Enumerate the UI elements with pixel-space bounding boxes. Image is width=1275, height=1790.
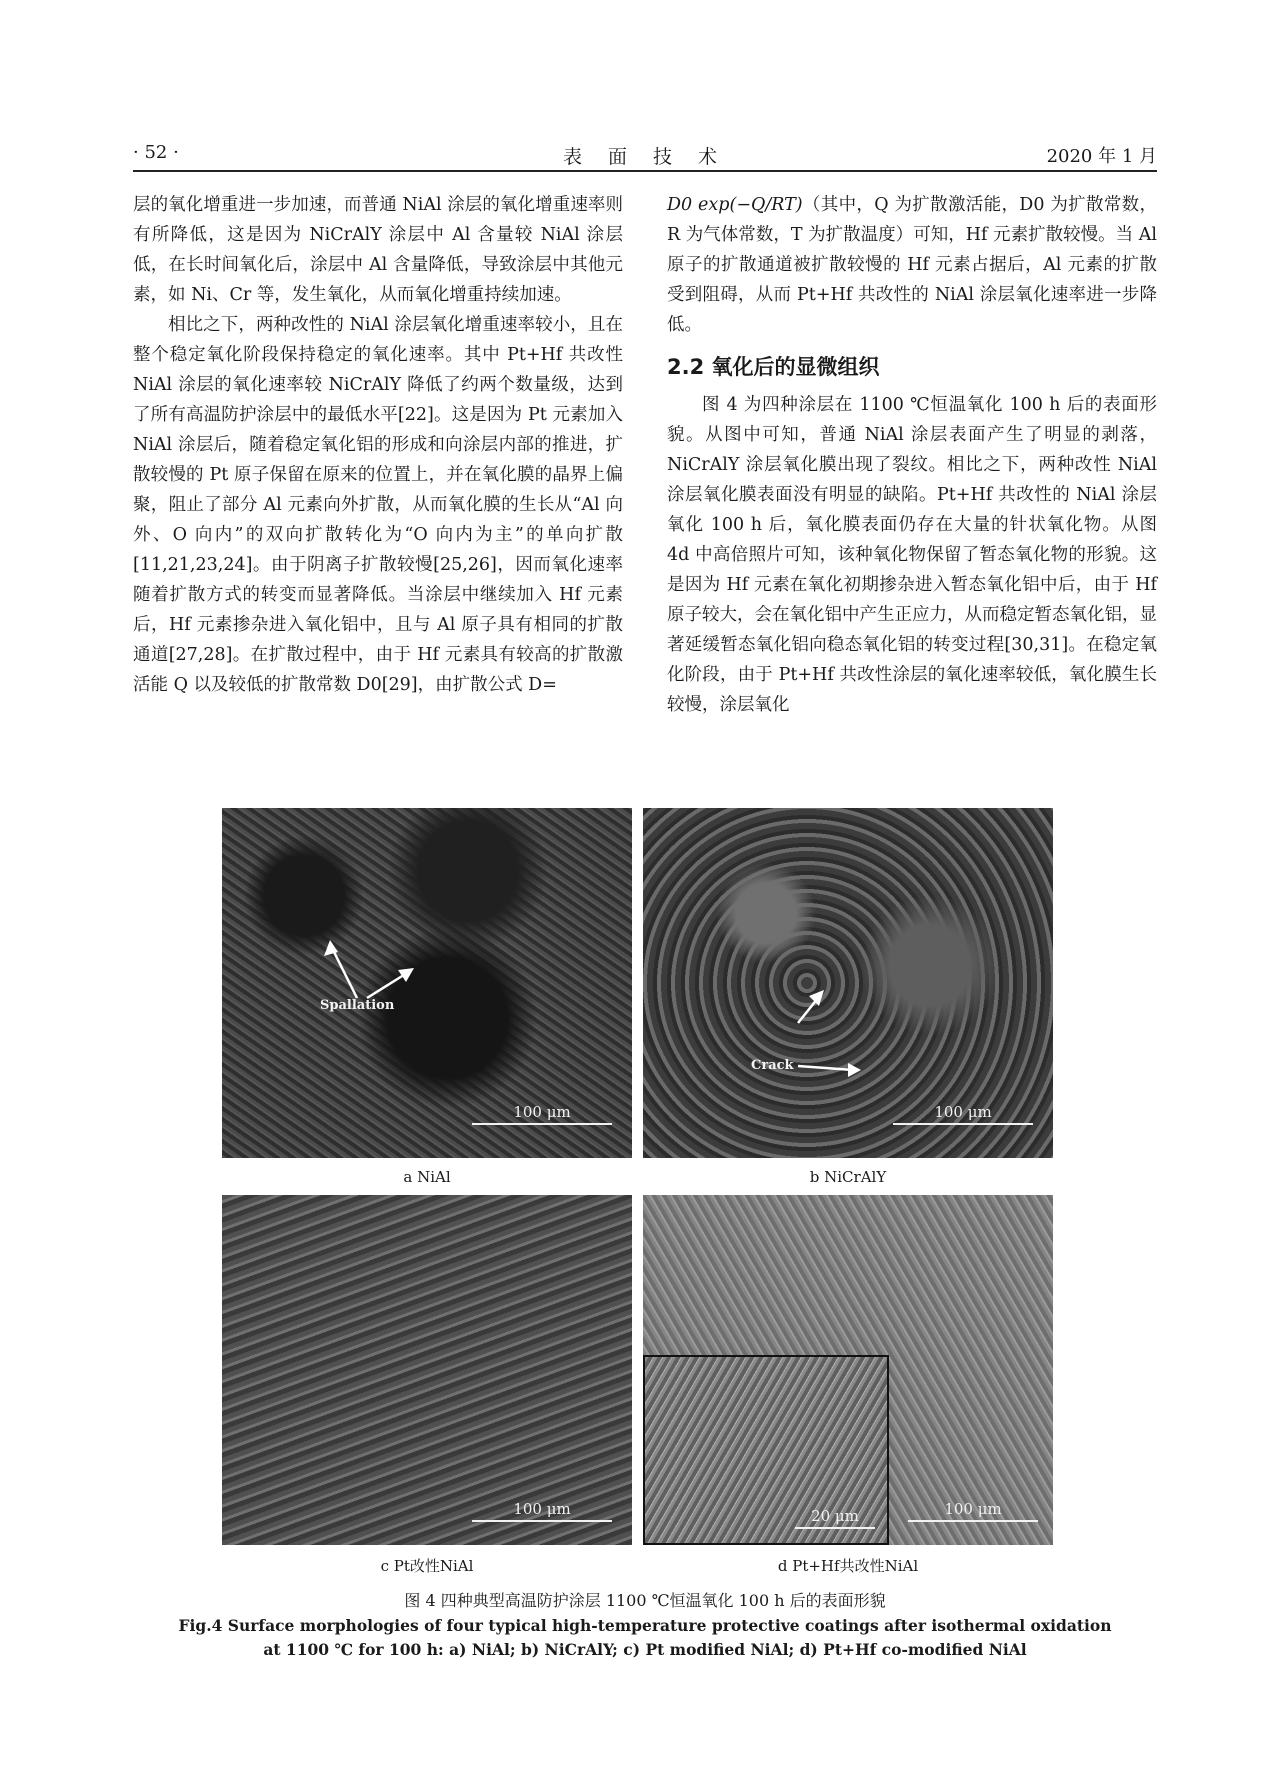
sem-image-pthf-nial (643, 1195, 1053, 1545)
caption-en-line-2: at 1100 ℃ for 100 h: a) NiAl; b) NiCrAlY; c) Pt modified NiAl; d) Pt+Hf co-modified NiAl (263, 1640, 1027, 1659)
inset-scale-bar: 20 μm (795, 1507, 875, 1529)
paragraph: 相比之下，两种改性的 NiAl 涂层氧化增重速率较小，且在整个稳定氧化阶段保持稳定的氧化速率。其中 Pt+Hf 共改性 NiAl 涂层的氧化速率较 NiCrAlY 降低了约两个数量级，达到了所有高温防护涂层中的最低水平[22]。这是因为 Pt 元素加入 NiAl 涂层后，随着稳定氧化铝的形成和向涂层内部的推进，扩散较慢的 Pt 原子保留在原来的位置上，并在氧化膜的晶界上偏聚，阻止了部分 Al 元素向外扩散，从而氧化膜的生长从“Al 向外、O 向内”的双向扩散转化为“O 向内为主”的单向扩散[11,21,23,24]。由于阴离子扩散较慢[25,26]，因而氧化速率随着扩散方式的转变而显著降低。当涂层中继续加入 Hf 元素后，Hf 元素掺杂进入氧化铝中，且与 Al 原子具有相同的扩散通道[27,28]。在扩散过程中，由于 Hf 元素具有较高的扩散激活能 Q 以及较低的扩散常数 D0[29]，由扩散公式 D= (133, 315, 623, 695)
right-column (667, 190, 1157, 720)
subfigure-caption-b: b NiCrAlY (809, 1168, 887, 1186)
inset-high-magnification (643, 1355, 889, 1545)
issue-date: 2020 年 1 月 (1046, 146, 1157, 167)
diffusion-formula: D0 exp(−Q/RT) (667, 195, 803, 215)
section-title: 2.2 氧化后的显微组织 (667, 355, 880, 379)
figure-caption-cn: 图 4 四种典型高温防护涂层 1100 ℃恒温氧化 100 h 后的表面形貌 (404, 1591, 886, 1610)
page-header (133, 138, 1157, 172)
paragraph: 层的氧化增重进一步加速，而普通 NiAl 涂层的氧化增重速率则有所降低，这是因为 NiCrAlY 涂层中 Al 含量较 NiAl 涂层低，在长时间氧化后，涂层中 Al 含量降低，导致涂层中其他元素，如 Ni、Cr 等，发生氧化，从而氧化增重持续加速。 (133, 195, 623, 305)
sem-image-nial (222, 808, 632, 1158)
journal-title: 表 面 技 术 (562, 146, 728, 168)
subfigure-caption-d: d Pt+Hf共改性NiAl (777, 1557, 919, 1575)
sem-image-nicraly (643, 808, 1053, 1158)
paragraph (667, 190, 1157, 340)
paragraph: 图 4 为四种涂层在 1100 ℃恒温氧化 100 h 后的表面形貌。从图中可知，普通 NiAl 涂层表面产生了明显的剥落，NiCrAlY 涂层氧化膜出现了裂纹。相比之下，两种改性 NiAl 涂层氧化膜表面没有明显的缺陷。Pt+Hf 共改性的 NiAl 涂层氧化 100 h 后，氧化膜表面仍存在大量的针状氧化物。从图 4d 中高倍照片可知，该种氧化物保留了暂态氧化物的形貌。这是因为 Hf 元素在氧化初期掺杂进入暂态氧化铝中后，由于 Hf 原子较大，会在氧化铝中产生正应力，从而稳定暂态氧化铝，显著延缓暂态氧化铝向稳态氧化铝的转变过程[30,31]。在稳定氧化阶段，由于 Pt+Hf 共改性涂层的氧化速率较低，氧化膜生长较慢，涂层氧化 (667, 395, 1157, 715)
spallation-label: Spallation (320, 998, 395, 1013)
caption-en-line-1: Fig.4 Surface morphologies of four typical high-temperature protective coatings after isothermal oxidation (178, 1616, 1112, 1635)
sem-image-pt-nial (222, 1195, 632, 1545)
crack-label: Crack (751, 1058, 794, 1073)
scale-bar: 100 μm (893, 1103, 1033, 1125)
left-column (133, 190, 623, 700)
paragraph-text: （其中，Q 为扩散激活能，D0 为扩散常数，R 为气体常数，T 为扩散温度）可知，Hf 元素扩散较慢。当 Al 原子的扩散通道被扩散较慢的 Hf 元素占据后，Al 元素的扩散受到阻碍，从而 Pt+Hf 共改性的 NiAl 涂层氧化速率进一步降低。 (667, 195, 1157, 335)
scale-bar: 100 μm (472, 1500, 612, 1522)
figure-caption-en (133, 1614, 1157, 1662)
scale-bar: 100 μm (908, 1500, 1038, 1522)
scale-bar: 100 μm (472, 1103, 612, 1125)
page-number: · 52 · (133, 142, 179, 163)
subfigure-caption-a: a NiAl (403, 1168, 451, 1186)
subfigure-caption-c: c Pt改性NiAl (380, 1557, 474, 1575)
